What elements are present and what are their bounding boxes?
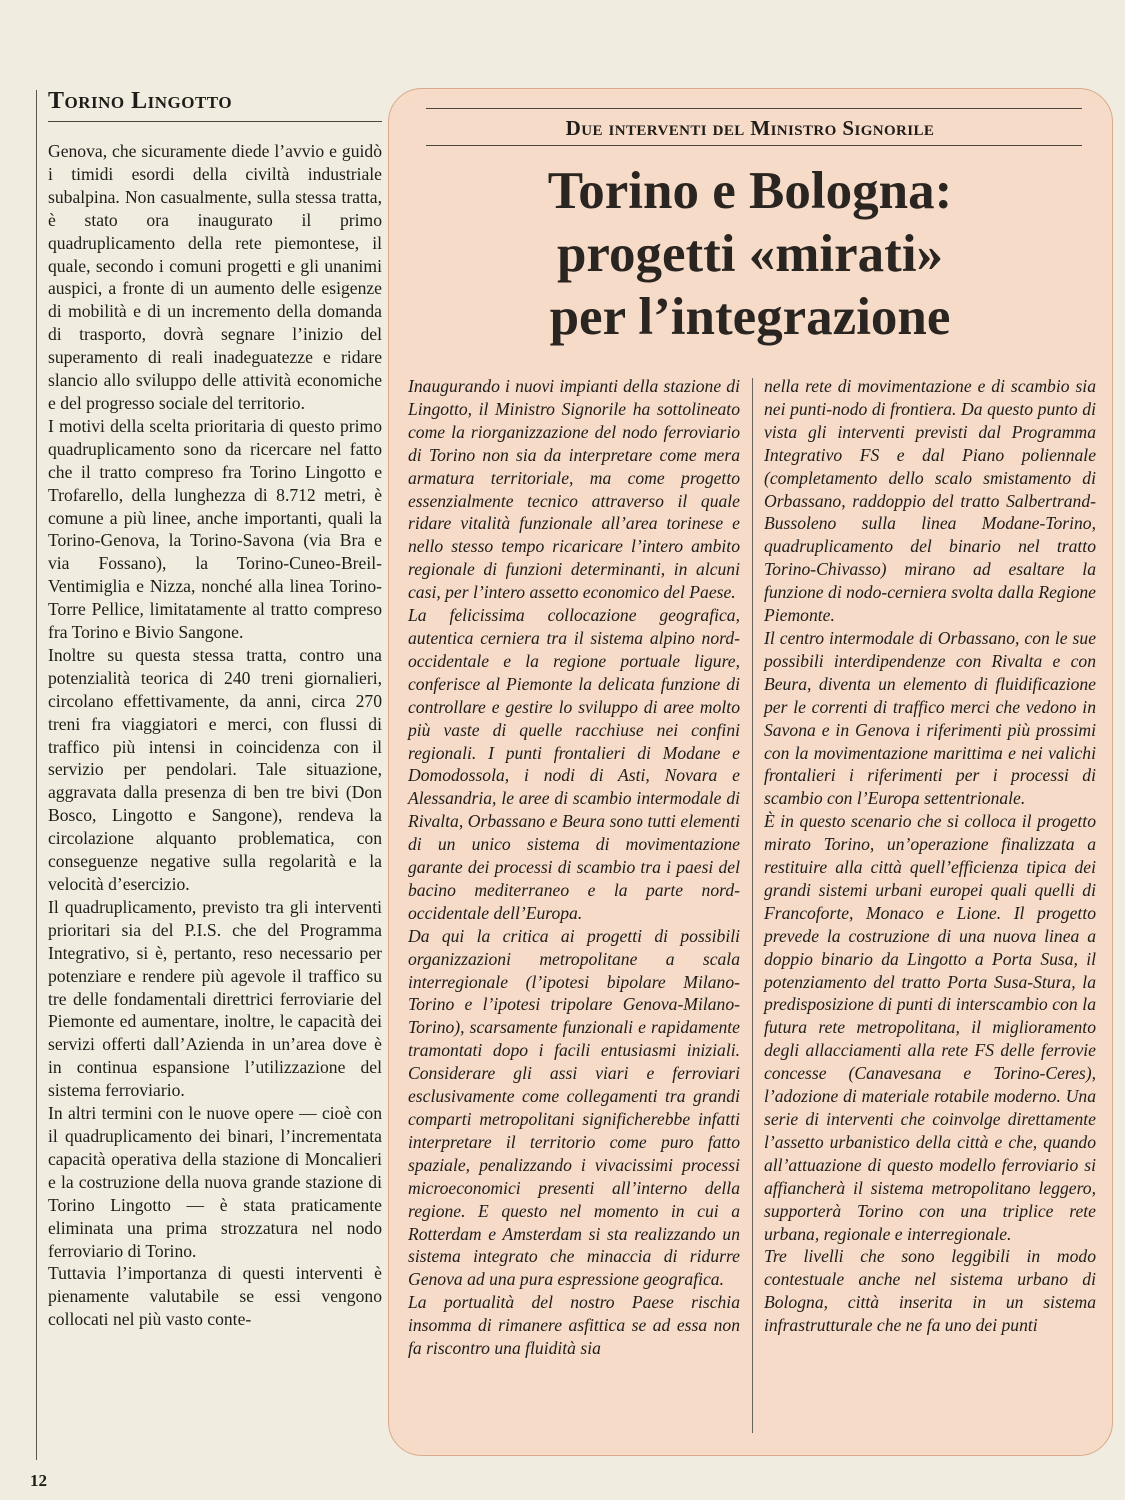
left-paragraph: Il quadruplicamento, previsto tra gli interventi prioritari sia del P.I.S. che del Programma Integrativo, si è, pertanto, reso necessario per potenziare e rendere più agevole il traffico su tre delle fondamentali direttrici ferroviarie del Piemonte ed aumentare, inoltre, le capacità dei servizi offerti dall’Azienda in un’area dove è in continua espansione l’utilizzazione del sistema ferroviario.	[48, 896, 382, 1101]
left-column	[48, 140, 382, 1331]
article-column-a	[408, 375, 740, 1360]
section-title: Torino Lingotto	[48, 88, 382, 122]
headline-line: progetti «mirati»	[556, 225, 944, 283]
article-paragraph: È in questo scenario che si colloca il progetto mirato Torino, un’operazione finalizzata a restituire alla città quell’efficienza tipica dei grandi sistemi urbani europei quali quelli di Francoforte, Monaco e Lione. Il progetto prevede la costruzione di una nuova linea a doppio binario da Lingotto a Porta Susa, il potenziamento del tratto Porta Susa-Stura, la predisposizione di punti di interscambio con la futura rete metropolitana, il miglioramento degli allacciamenti alla rete FS delle ferrovie concesse (Canavesana e Torino-Ceres), l’adozione di materiale rotabile moderno. Una serie di interventi che coinvolge direttamente l’assetto urbanistico della città e che, quando all’attuazione di questo modello ferroviario si affiancherà il sistema metropolitano leggero, supporterà Torino con una triplice rete urbana, regionale e interregionale.	[764, 811, 1096, 1244]
article-paragraph: Inaugurando i nuovi impianti della stazione di Lingotto, il Ministro Signorile ha sottolineato come la riorganizzazione del nodo ferroviario di Torino non sia da interpretare come mera armatura territoriale, ma come progetto essenzialmente tecnico attraverso il quale ridare vitalità funzionale all’area torinese e nello stesso tempo ricaricare l’intero ambito regionale di funzioni determinanti, in alcuni casi, per l’intero assetto economico del Paese.	[408, 376, 740, 603]
left-paragraph: Inoltre su questa stessa tratta, contro una potenzialità teorica di 240 treni giornalieri, circolano effettivamente, da anni, circa 270 treni fra viaggiatori e merci, con flussi di traffico più intensi in coincidenza con il servizio per pendolari. Tale situazione, aggravata dalla presenza di ben tre bivi (Don Bosco, Lingotto e Sangone), rendeva la circolazione alquanto problematica, con conseguenze negative sulla regolarità e la velocità d’esercizio.	[48, 644, 382, 894]
left-margin-rule	[36, 90, 37, 1460]
article-column-b	[764, 375, 1096, 1337]
kicker-rule	[426, 145, 1082, 146]
left-paragraph: I motivi della scelta prioritaria di questo primo quadruplicamento sono da ricercare nel fatto che il tratto compreso fra Torino Lingotto e Trofarello, della lunghezza di 8.712 metri, è comune a più linee, anche importanti, quali la Torino-Genova, la Torino-Savona (via Bra e via Fossano), la Torino-Cuneo-Breil-Ventimiglia e Nizza, nonché alla linea Torino-Torre Pellice, limitatamente al tratto compreso fra Torino e Bivio Sangone.	[48, 415, 382, 643]
headline-line: Torino e Bologna:	[547, 162, 953, 220]
left-paragraph: In altri termini con le nuove opere — cioè con il quadruplicamento dei binari, l’incrementata capacità operativa della stazione di Moncalieri e la costruzione della nuova grande stazione di Torino Lingotto — è stata praticamente eliminata una prima strozzatura nel nodo ferroviario di Torino.	[48, 1103, 382, 1261]
article-headline	[400, 160, 1100, 349]
article-paragraph: nella rete di movimentazione e di scambio sia nei punti-nodo di frontiera. Da questo punto di vista gli interventi previsti dal Programma Integrativo FS e dal Piano poliennale (completamento dello scalo smistamento di Orbassano, raddoppio del tratto Salbertrand-Bussoleno sulla linea Modane-Torino, quadruplicamento del binario nel tratto Torino-Chivasso) mirano ad esaltare la funzione di nodo-cerniera svolta dalla Regione Piemonte.	[764, 376, 1096, 626]
article-paragraph: La portualità del nostro Paese rischia insomma di rimanere asfittica se ad essa non fa riscontro una fluidità sia	[408, 1292, 740, 1359]
article-paragraph: Il centro intermodale di Orbassano, con le sue possibili interdipendenze con Rivalta e con Beura, diventa un elemento di fluidificazione per le correnti di traffico merci che vedono in Savona e in Genova i riferimenti più prossimi con la movimentazione marittima e nei valichi frontalieri i riferimenti per i processi di scambio con l’Europa settentrionale.	[764, 627, 1096, 809]
left-paragraph: Genova, che sicuramente diede l’avvio e guidò i timidi esordi della civiltà industriale subalpina. Non casualmente, sulla stessa tratta, è stato ora inaugurato il primo quadruplicamento della rete piemontese, il quale, secondo i comuni progetti e gli unanimi auspici, a fronte di un aumento delle esigenze di mobilità e di un incremento della domanda di trasporto, dovrà segnare l’inizio del superamento di reali inadeguatezze e ridare slancio allo sviluppo delle attività economiche e del progresso sociale del territorio.	[48, 141, 382, 413]
article-paragraph: Tre livelli che sono leggibili in modo contestuale anche nel sistema urbano di Bologna, città inserita in un sistema infrastrutturale che ne fa uno dei punti	[764, 1246, 1096, 1336]
article-paragraph: La felicissima collocazione geografica, autentica cerniera tra il sistema alpino nord-occidentale e la regione portuale ligure, conferisce al Piemonte la delicata funzione di controllare e gestire lo sviluppo di aree molto più vaste di quelle racchiuse nei confini regionali. I punti frontalieri di Modane e Domodossola, i nodi di Asti, Novara e Alessandria, le aree di scambio intermodale di Rivalta, Orbassano e Beura sono tutti elementi di un unico sistema di movimentazione garante dei processi di scambio tra i paesi del bacino mediterraneo e la parte nord-occidentale dell’Europa.	[408, 605, 740, 923]
article-paragraph: Da qui la critica ai progetti di possibili organizzazioni metropolitane a scala interregionale (l’ipotesi bipolare Milano-Torino e l’ipotesi tripolare Genova-Milano-Torino), scarsamente funzionali e rapidamente tramontati dopo i facili entusiasmi iniziali. Considerare gli assi viari e ferroviari esclusivamente come collegamenti tra grandi comparti metropolitani significherebbe infatti interpretare il territorio come puro fatto spaziale, penalizzando i vivacissimi processi microeconomici presenti all’interno della regione. E questo nel momento in cui a Rotterdam e Amsterdam si sta realizzando un sistema integrato che minaccia di ridurre Genova ad una pura espressione geografica.	[408, 925, 740, 1290]
box-top-rule	[426, 108, 1082, 109]
left-paragraph: Tuttavia l’importanza di questi interventi è pienamente valutabile se essi vengono collocati nel più vasto conte-	[48, 1263, 382, 1330]
column-divider	[752, 378, 753, 1433]
article-kicker: Due interventi del Ministro Signorile	[565, 116, 935, 140]
headline-line: per l’integrazione	[549, 288, 951, 346]
page-number: 12	[30, 1471, 47, 1490]
